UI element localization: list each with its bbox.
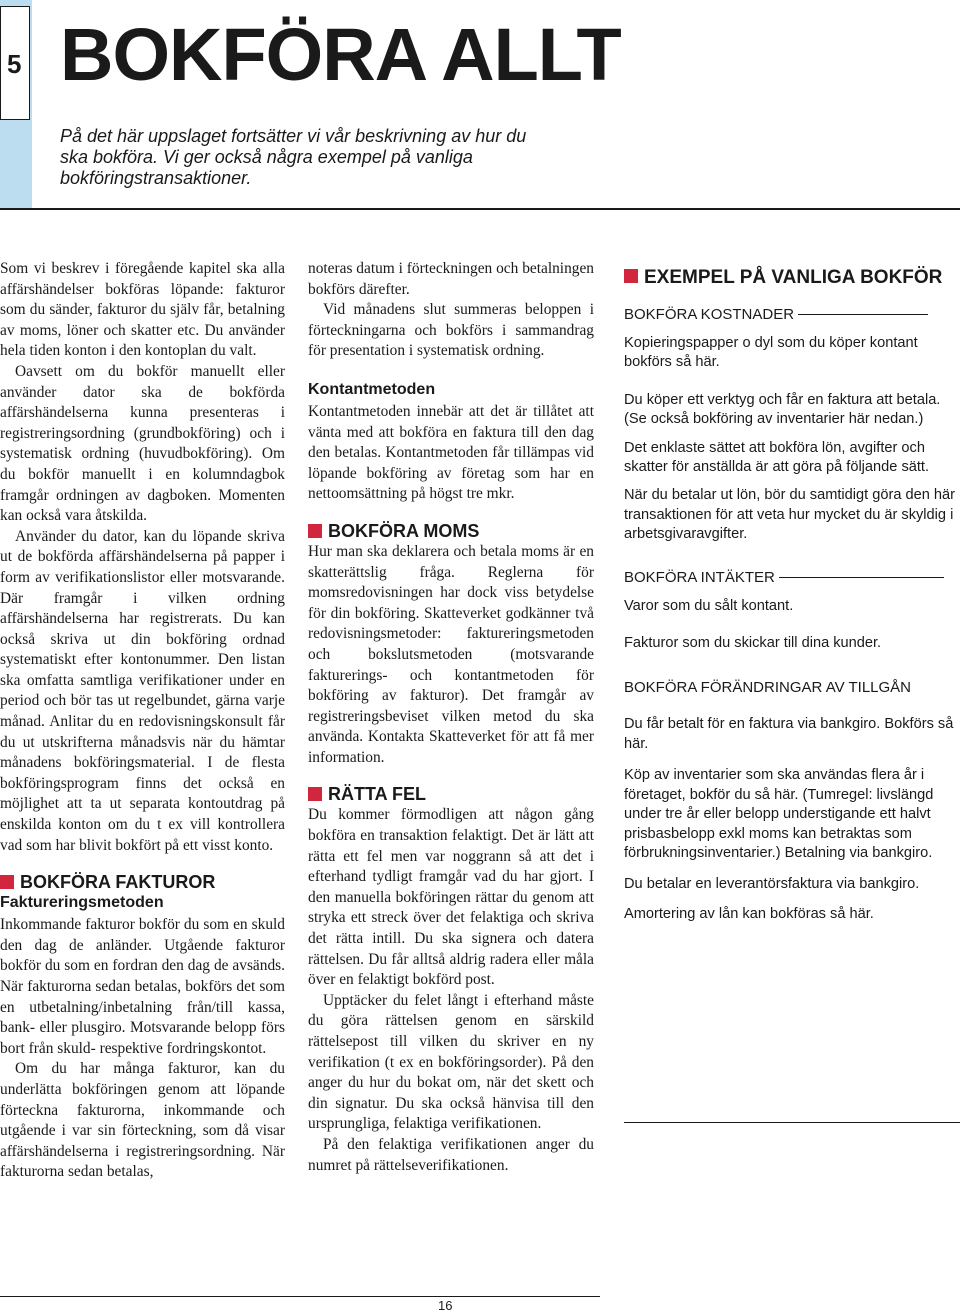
examples-heading: EXEMPEL PÅ VANLIGA BOKFÖR [624, 267, 960, 289]
column-2 [308, 259, 594, 1176]
section-heading-forandringar: BOKFÖRA FÖRÄNDRINGAR AV TILLGÅN [624, 679, 912, 697]
example-item: Köp av inventarier som ska användas flera år i företaget, bokför du så här. (Tumregel: livslängd under tre år eller belopp understigande ett halvt prisbasbelopp exkl moms kan betraktas som förbrukningsinventarier.) Betalning via bankgiro. [624, 767, 934, 861]
example-item: Du får betalt för en faktura via bankgiro. Bokförs så här. [624, 716, 954, 752]
paragraph: På den felaktiga verifikationen anger du numret på rättelseverifikationen. [308, 1135, 594, 1174]
heading-kontantmetoden: Kontantmetoden [308, 380, 436, 398]
heading-bokfora-fakturor: BOKFÖRA FAKTUROR [0, 872, 285, 893]
heading-rule [798, 314, 928, 315]
header-divider [0, 208, 960, 210]
example-item: Amortering av lån kan bokföras så här. [624, 905, 874, 922]
paragraph: Som vi beskrev i föregående kapitel ska alla affärshändelser bokföras löpande: fakturor som du sänder, fakturor du själv får, betalning av moms, löner och skatter etc. Du använder hela tiden konton i den kontoplan du valt. [0, 260, 285, 360]
paragraph: noteras datum i förteckningen och betalningen bokförs därefter. [308, 260, 594, 298]
chapter-number-box [0, 6, 30, 120]
example-item: Varor som du sålt kontant. [624, 597, 794, 614]
paragraph: Hur man ska deklarera och betala moms är en skatterättslig fråga. Reglerna för momsredovisningen har dock viss betydelse för din bokföring. Skatteverket godkänner två redovisningsmetoder: faktureringsmetoden och bokslutsmetoden (motsvarande fakturerings- och kontantmetoden för bokföring av fakturor). Det framgår av registreringsbeviset vilken metod du ska använda. Kontakta Skatteverket för att få mer information. [308, 542, 594, 766]
examples-bottom-rule [624, 1122, 960, 1123]
examples-column [624, 259, 960, 924]
paragraph: Du kommer förmodligen att någon gång bokföra en transaktion felaktigt. Det är lätt att rätta ett fel men var noggrann så att det i efterhand tydligt framgår vad du har gjort. I den manuella bokföringen rättar du genom att stryka ett streck över det felaktiga och skriva det rätta intill. Du ska signera och datera rättelsen. Du får alltså aldrig radera eller måla över en felaktigt bokförd post. [308, 806, 594, 989]
intro-text: På det här uppslaget fortsätter vi vår beskrivning av hur du ska bokföra. Vi ger också några exempel på vanliga bokföringstransaktioner. [60, 126, 527, 188]
paragraph: Inkommande fakturor bokför du som en skuld den dag de anländer. Utgående fakturor bokför du som en fordran den dag de avsänds. När fakturorna sedan betalas, bokförs det som en utbetalning/inbetalning från/till kassa, bank- eller plusgiro. Motsvarande belopp förs bort från skuld- respektive fordringskontot. [0, 916, 285, 1057]
paragraph: Använder du dator, kan du löpande skriva ut de bokförda affärshändelserna på papper i form av verifikationslistor eller motsvarande. Där framgår i vilken ordning affärshändelserna har registrerats. Du kan också skriva ut din bokföring ordnad systematiskt efter kontonummer. Den listan ska omfatta samtliga verifikationer under en period och bör tas ut regelbundet, gärna varje månad. Anlitar du en redovisningskonsult får du ut utskrifterna månadsvis när du hämtar månadens bokföringsmaterial. I de flesta bokföringsprogram finns det också en möjlighet att ta ut separata kontoutdrag på enskilda konton om du t ex vill kontrollera vad som har blivit bokfört på ett visst konto. [0, 527, 285, 854]
example-item: När du betalar ut lön, bör du samtidigt göra den här transaktionen för att veta hur mycket du är skyldig i arbetsgivaravgifter. [624, 487, 955, 543]
heading-bokfora-moms: BOKFÖRA MOMS [308, 521, 594, 542]
red-square-icon [308, 524, 322, 538]
paragraph: Oavsett om du bokför manuellt eller använder dator ska de bokförda affärshändelserna kunna presenteras i registreringsordning (grundbokföring) och i systematisk ordning (huvudbokföring). Om du bokför manuellt i en kolumndagbok framgår ordningen av dagboken. Momenten kan också vara åtskilda. [0, 362, 285, 525]
section-heading-kostnader: BOKFÖRA KOSTNADER [624, 306, 960, 324]
heading-rule [779, 577, 944, 578]
red-square-icon [624, 269, 638, 283]
chapter-number: 5 [7, 49, 22, 79]
example-item: Du betalar en leverantörsfaktura via bankgiro. [624, 876, 920, 893]
column-1 [0, 259, 285, 1183]
heading-faktureringsmetoden: Faktureringsmetoden [0, 894, 164, 912]
page-number: 16 [438, 1298, 453, 1313]
red-square-icon [0, 875, 14, 889]
red-square-icon [308, 787, 322, 801]
example-item: Du köper ett verktyg och får en faktura att betala. (Se också bokföring av inventarier här nedan.) [624, 391, 941, 428]
heading-ratta-fel: RÄTTA FEL [308, 784, 594, 805]
example-item: Det enklaste sättet att bokföra lön, avgifter och skatter för anställda är att göra på följande sätt. [624, 439, 930, 476]
example-item: Fakturor som du skickar till dina kunder. [624, 635, 882, 652]
paragraph: Upptäcker du felet långt i efterhand måste du göra rättelsen genom en särskild rättelsepost till vilken du skriver en ny verifikation (t ex en bokföringsorder). På den anger du hur du bokat om, när det skett och din signatur. Du ska också hänvisa till den ursprungliga, felaktiga verifikationen. [308, 991, 594, 1133]
paragraph: Kontantmetoden innebär att det är tillåtet att vänta med att bokföra en faktura till den dag den betalas. Kontantmetoden får tillämpas vid löpande bokföring av företag som har en nettoomsättning på högst tre mkr. [308, 402, 594, 503]
paragraph: Vid månadens slut summeras beloppen i förteckningarna och bokförs i sammandrag för presentation i systematisk ordning. [308, 301, 594, 360]
footer-rule [0, 1296, 600, 1297]
page-title: BOKFÖRA ALLT [60, 13, 621, 96]
paragraph: Om du har många fakturor, kan du underlätta bokföringen genom att löpande förteckna fakturorna, inkommande och utgående i var sin förteckning, som då visar affärshändelserna i registreringsordning. När fakturorna sedan betalas, [0, 1060, 285, 1181]
example-item: Kopieringspapper o dyl som du köper kontant bokförs så här. [624, 335, 918, 371]
section-heading-intakter: BOKFÖRA INTÄKTER [624, 569, 960, 587]
